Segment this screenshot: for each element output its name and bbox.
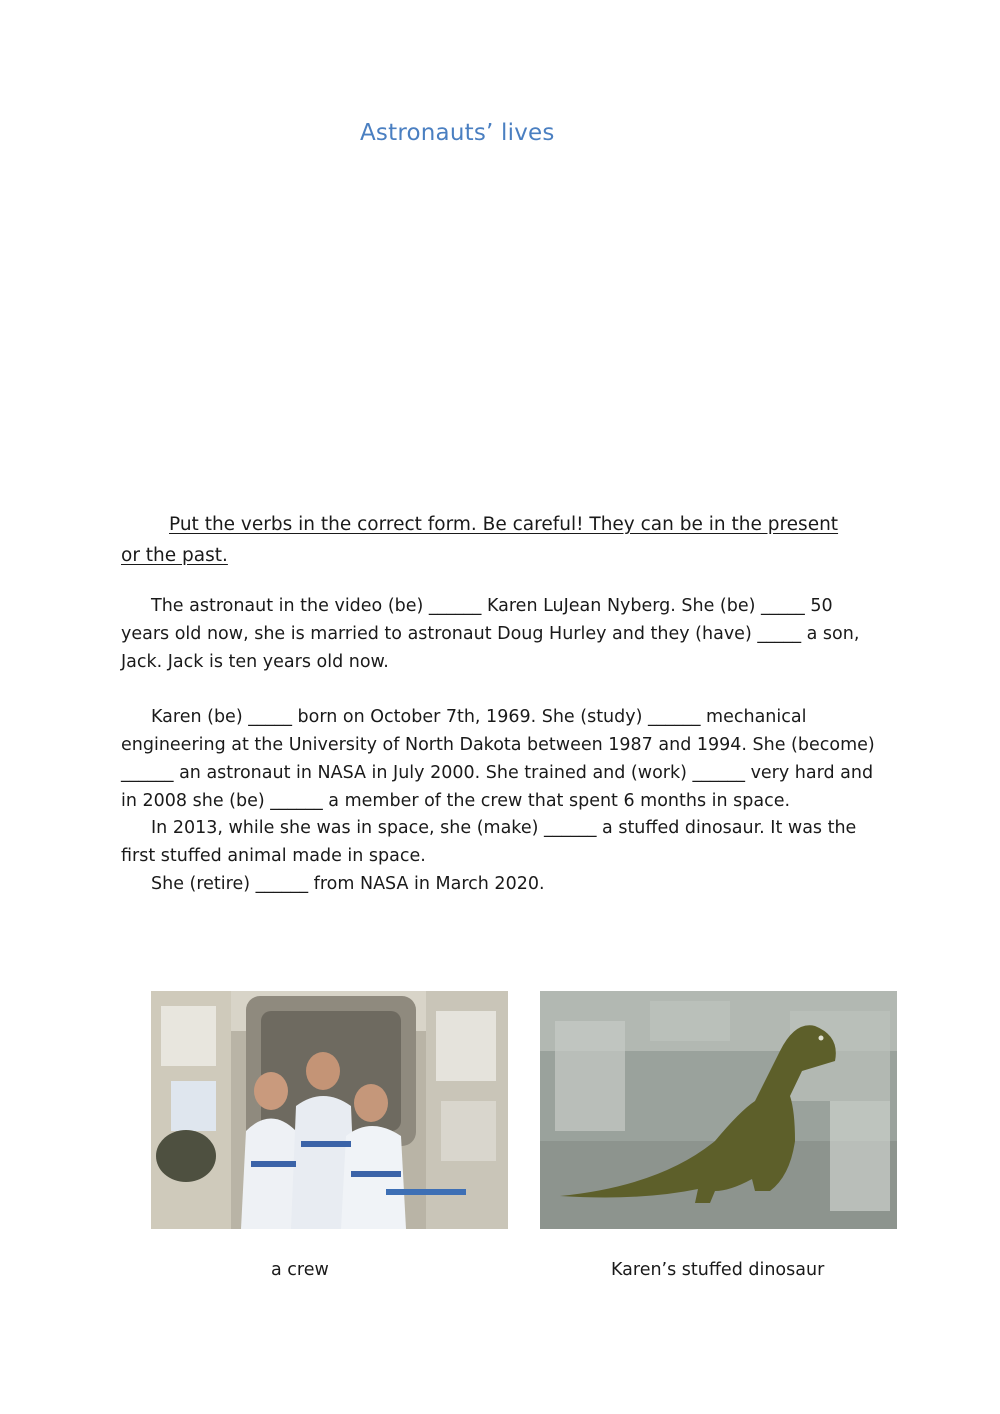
paragraph-2: Karen (be) _____ born on October 7th, 1969. She (study) ______ mechanical engineering at the University of North Dakota between 1987 and 1994. She (become) ______ an astronaut in NASA in July 2000. She trained and (work) ______ very hard and in 2008 she (be) ______ a member of the crew that spent 6 months in space. (121, 707, 875, 811)
crew-caption: a crew (271, 1260, 329, 1280)
instructions (121, 509, 861, 571)
paragraph-1: The astronaut in the video (be) ______ Karen LuJean Nyberg. She (be) _____ 50 years old now, she is married to astronaut Doug Hurley and they (have) _____ a son, Jack. Jack is ten years old now. (121, 596, 860, 672)
paragraph-3: In 2013, while she was in space, she (make) ______ a stuffed dinosaur. It was the first stuffed animal made in space. (121, 818, 857, 867)
instructions-text: Put the verbs in the correct form. Be careful! They can be in the present or the past. (121, 514, 839, 566)
paragraph-4: She (retire) ______ from NASA in March 2020. (151, 873, 545, 894)
dinosaur-photo (540, 991, 897, 1229)
crew-photo (151, 991, 508, 1229)
exercise-text (121, 593, 881, 899)
page-title: Astronauts’ lives (360, 120, 555, 146)
dinosaur-caption: Karen’s stuffed dinosaur (611, 1260, 825, 1280)
